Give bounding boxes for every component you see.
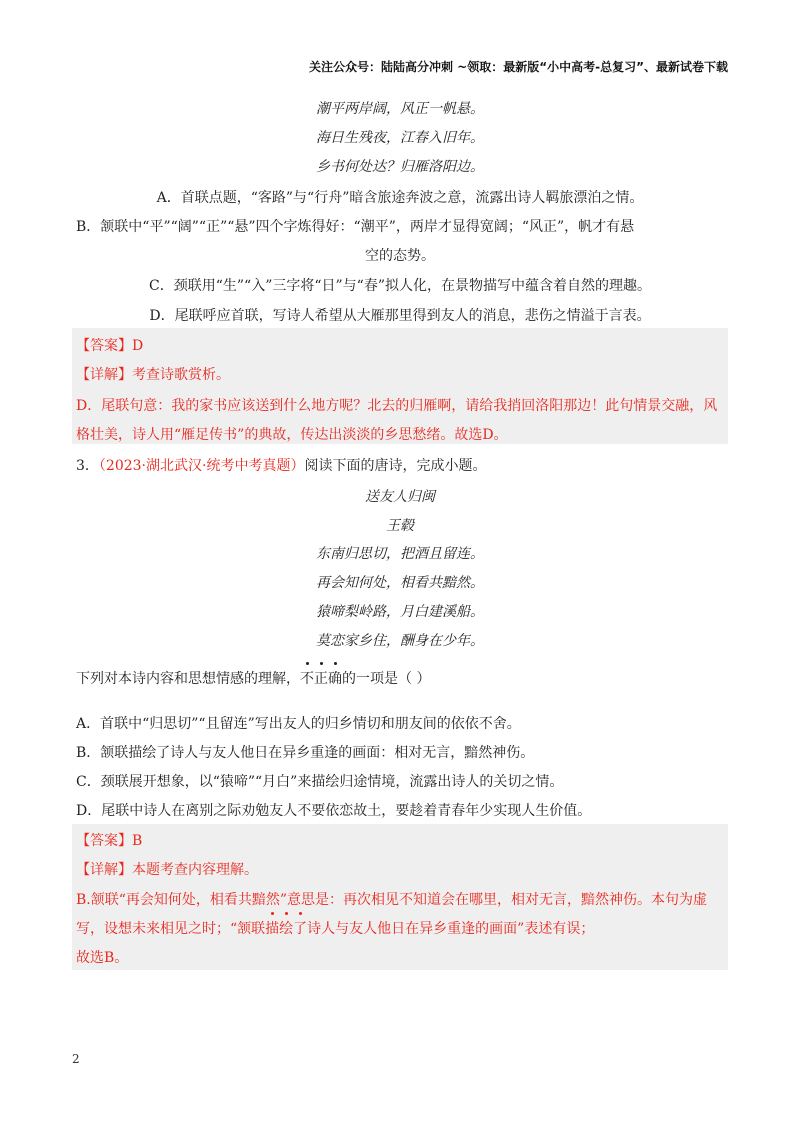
q2-option-c: C．颈联用“生”“入”三字将“日”与“春”拟人化，在景物描写中蕴含着自然的理趣。 (149, 278, 651, 294)
emphasis-char: 不 (300, 668, 314, 688)
q3-poem-line-3: 猿啼梨岭路，月白建溪船。 (316, 604, 484, 620)
q3-source: （2023·湖北武汉·统考中考真题） (98, 458, 305, 474)
q2-detail: 【详解】考查诗歌赏析。 (76, 367, 230, 383)
q3-poem-line-4: 莫恋家乡住，酬身在少年。 (316, 633, 484, 649)
q2-option-b-line1: B．颔联中“平”“阔”“正”“悬”四个字炼得好：“潮平”，两岸才显得宽阔；“风正”，帆才有悬 (76, 219, 635, 235)
q3-explain-line3: 故选B。 (76, 950, 129, 966)
emphasis-char: 确 (328, 668, 342, 688)
poem1-line-3: 乡书何处达？归雁洛阳边。 (316, 159, 484, 175)
q3-poem-line-1: 东南归思切，把酒且留连。 (316, 546, 484, 562)
q3-prompt: 阅读下面的唐诗，完成小题。 (304, 458, 487, 474)
q2-option-b-line2: 空的态势。 (365, 248, 435, 264)
emphasis-char: 了 (293, 918, 307, 938)
q3-explain-after: 诗人与友人他日在异乡重逢的画面”表述有误； (307, 921, 595, 937)
q3-answer: 【答案】B (76, 833, 143, 849)
q3-detail: 【详解】本题考查内容理解。 (76, 862, 258, 878)
q3-explain-line2 (76, 918, 594, 938)
emphasis-char: 绘 (279, 918, 293, 938)
q3-heading (76, 455, 486, 475)
q3-option-a: A．首联中“归思切”“且留连”写出友人的归乡情切和朋友间的依依不舍。 (76, 716, 521, 732)
q3-option-b: B．颔联描绘了诗人与友人他日在异乡重逢的画面：相对无言，黯然神伤。 (76, 745, 535, 761)
q2-explain-line2: 格壮美，诗人用“雁足传书”的典故，传达出淡淡的乡思愁绪。故选D。 (76, 427, 508, 443)
q2-option-a: A．首联点题，“客路”与“行舟”暗含旅途奔波之意，流露出诗人羁旅漂泊之情。 (156, 190, 644, 206)
q3-poem-title: 送友人归闽 (365, 489, 435, 505)
q3-question-after: 的一项是（ ） (342, 671, 431, 687)
q2-option-d: D．尾联呼应首联，写诗人希望从大雁那里得到友人的消息，悲伤之情溢于言表。 (149, 308, 651, 324)
q3-question-before: 下列对本诗内容和思想情感的理解， (76, 671, 300, 687)
q3-explain-before: 写，设想未来相见之时；“颔联 (76, 921, 266, 937)
q3-number: 3． (76, 458, 99, 474)
poem1-line-2: 海日生残夜，江春入旧年。 (316, 130, 484, 146)
q3-option-d: D．尾联中诗人在离别之际劝勉友人不要依恋故土，要趁着青春年少实现人生价值。 (76, 803, 592, 819)
q3-explain-emphasis (265, 921, 307, 937)
q3-question-emphasis (300, 671, 342, 687)
page-header: 关注公众号：陆陆高分冲刺 ~领取：最新版“小中高考-总复习”、最新试卷下载 (309, 60, 728, 74)
q2-explain-line1: D．尾联句意：我的家书应该送到什么地方呢？北去的归雁啊，请给我捎回洛阳那边！此句情景交融，风 (76, 398, 718, 414)
q3-question (76, 668, 430, 688)
q3-option-c: C．颈联展开想象，以“猿啼”“月白”来描绘归途情境，流露出诗人的关切之情。 (76, 774, 564, 790)
q2-answer: 【答案】D (76, 338, 144, 354)
q3-explain-line1: B.颔联“再会知何处，相看共黯然”意思是：再次相见不知道会在哪里，相对无言，黯然神伤。本句为虚 (76, 892, 708, 908)
emphasis-char: 正 (314, 668, 328, 688)
poem1-line-1: 潮平两岸阔，风正一帆悬。 (316, 101, 484, 117)
q3-poem-author: 王毂 (386, 518, 414, 534)
emphasis-char: 描 (265, 918, 279, 938)
page-number: 2 (72, 1052, 80, 1066)
q3-poem-line-2: 再会知何处，相看共黯然。 (316, 575, 484, 591)
